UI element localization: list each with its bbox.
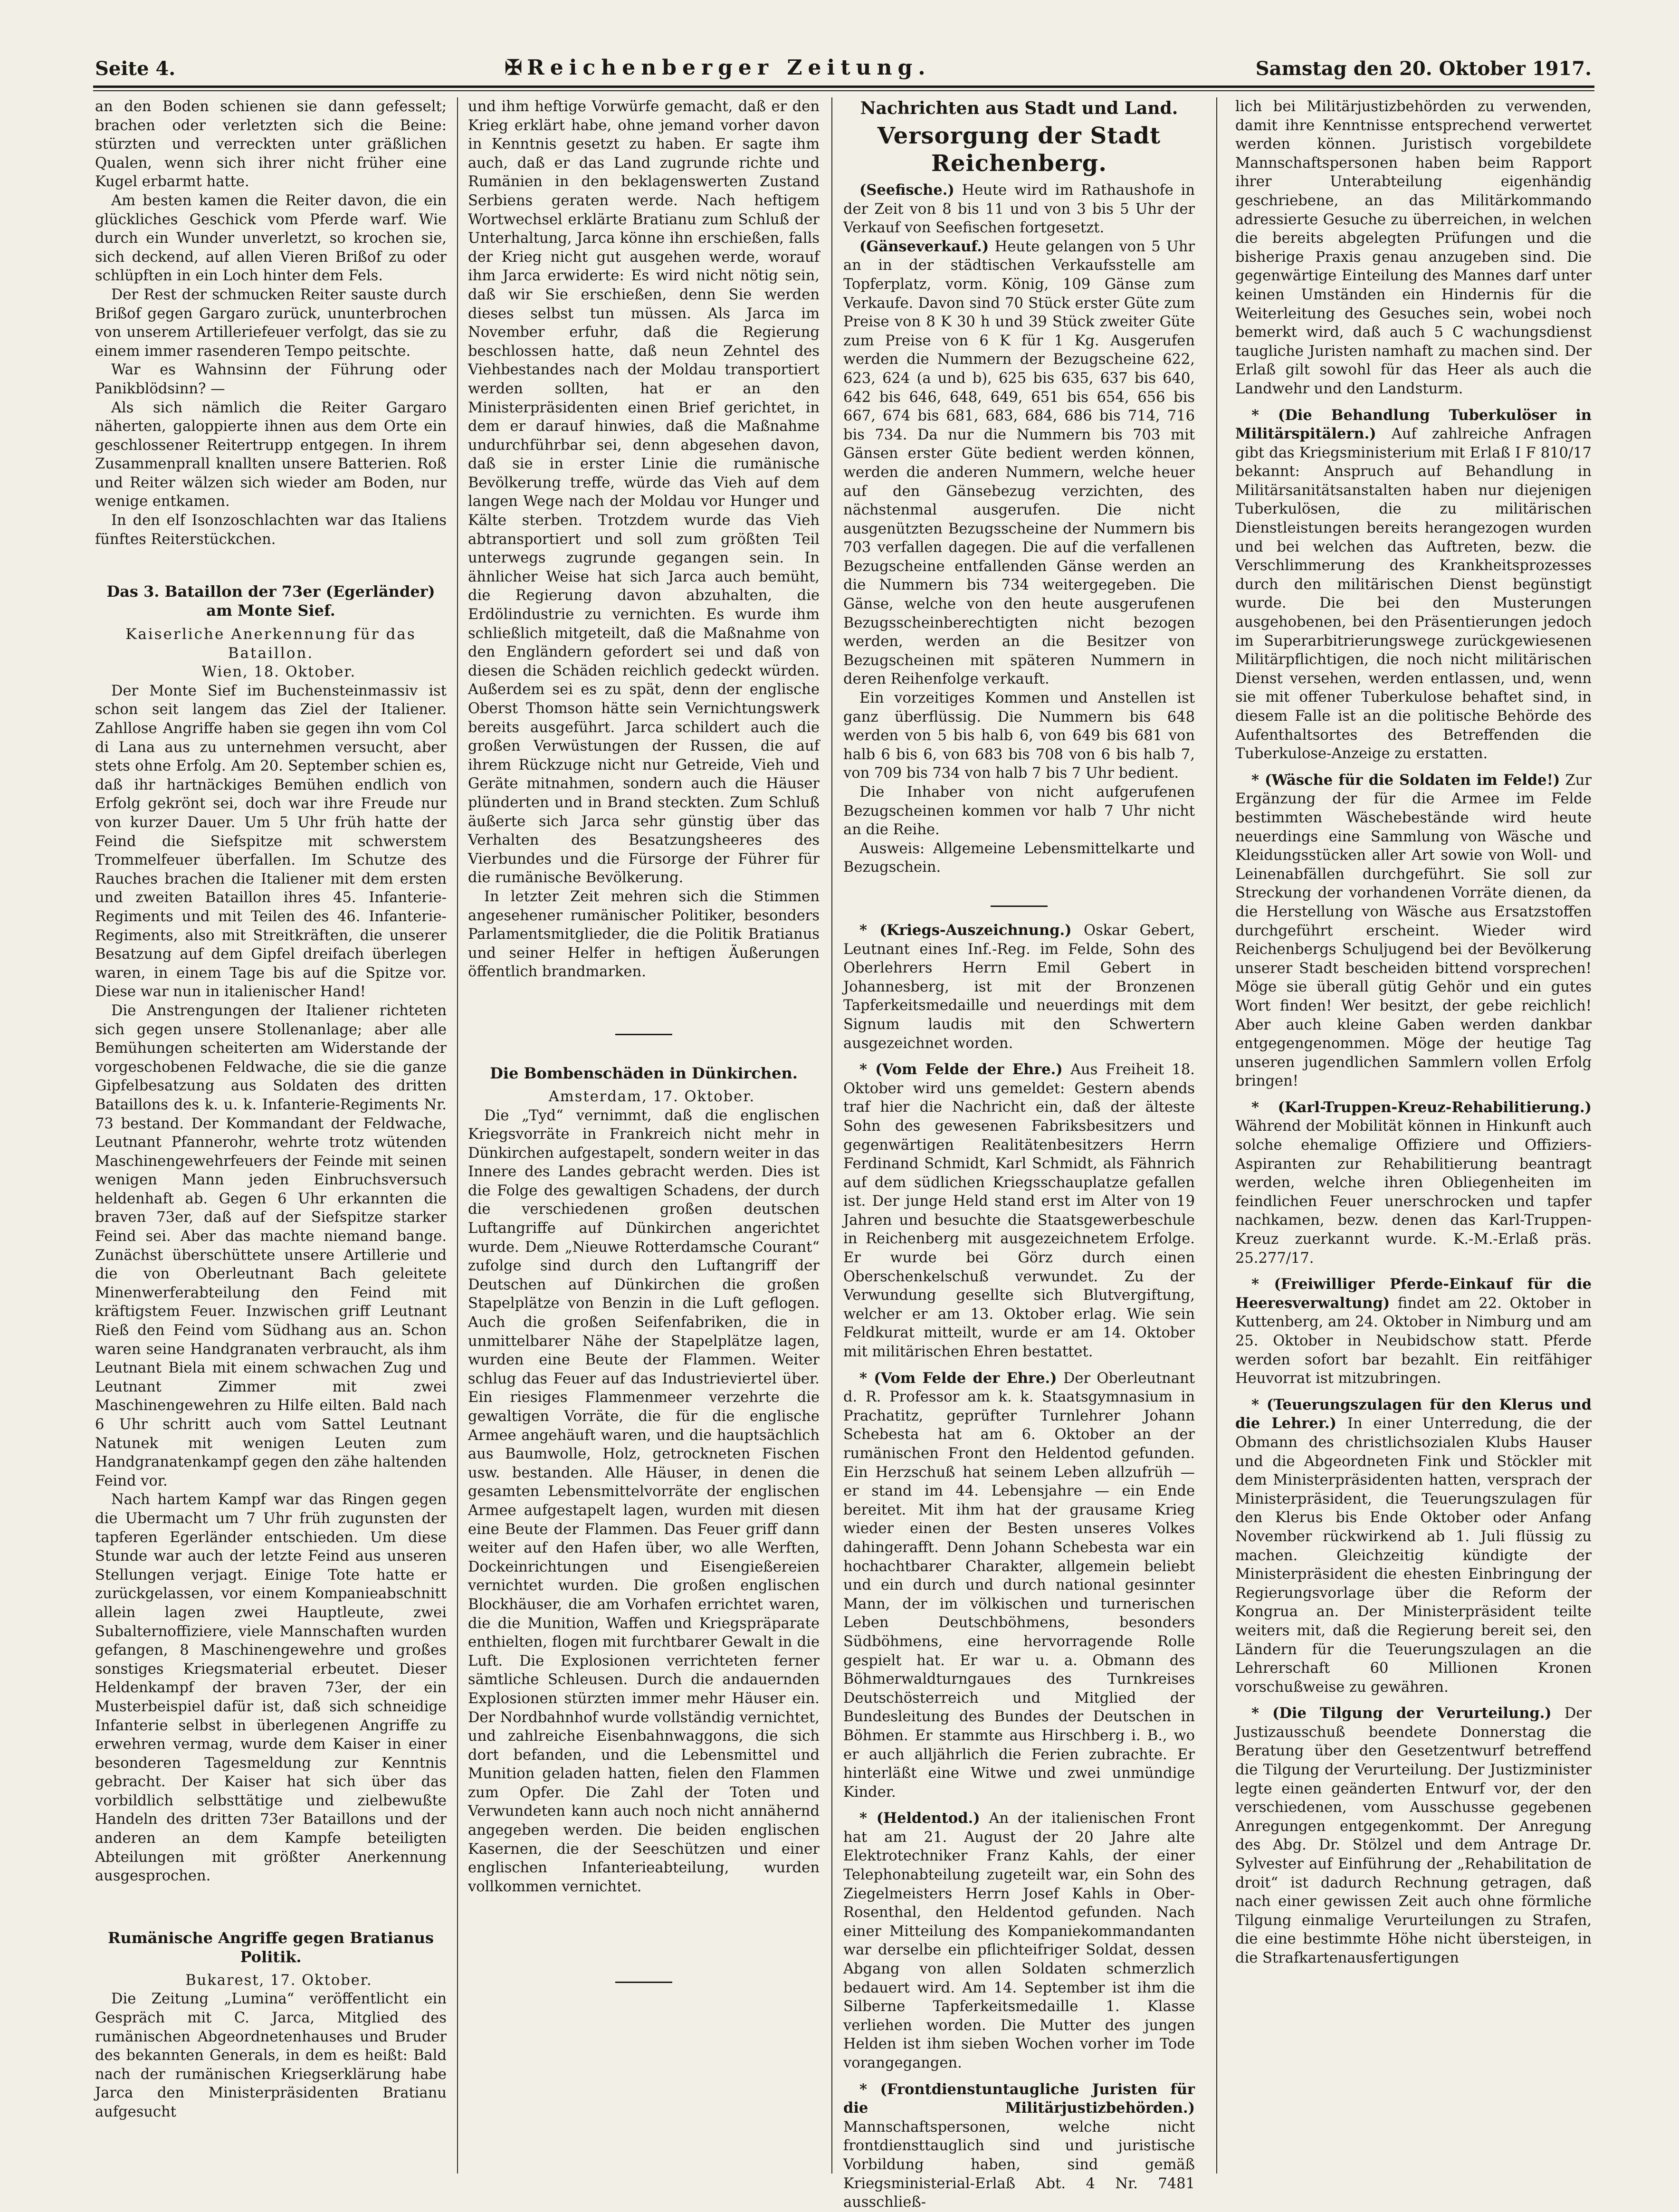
column-1: [95, 97, 447, 2178]
paragraph: Als sich nämlich die Reiter Gargaro näherten, galoppierte ihnen aus dem Orte ein geschlossener Reitertrupp entgegen. In ihrem Zusammenprall knallten unsere Batterien. Roß und Reiter wälzen sich wieder am Boden, nur wenige entkamen.: [95, 399, 447, 510]
separator-rule: [991, 906, 1048, 907]
paragraph: Die „Tyd“ vernimmt, daß die englischen Kriegsvorräte in Frankreich nicht mehr in Dünkirchen aufgestapelt, sondern weiter in das Innere des Landes gebracht werden. Dies ist die Folge des gewaltigen Schadens, der durch die verschiedenen großen deutschen Luftangriffe auf Dünkirchen angerichtet wurde. Dem „Nieuwe Rotterdamsche Courant“ zufolge sind durch den Luftangriff der Deutschen auf Dünkirchen die großen Stapelplätze von Benzin in die Luft geflogen. Auch die großen Seifenfabriken, die in unmittelbarer Nähe der Stapelplätze lagen, wurden eine Beute der Flammen. Weiter schlug das Feuer auf das Industrieviertel über. Ein riesiges Flammenmeer verzehrte die gewaltigen Vorräte, die für die englische Armee angehäuft waren, und die hauptsächlich aus Baumwolle, Holz, getrockneten Fischen usw. bestanden. Alle Häuser, in denen die gesamten Lebensmittelvorräte der englischen Armee aufgestapelt lagen, wurden mit diesen eine Beute der Flammen. Das Feuer griff dann weiter auf den Hafen über, wo alle Werften, Dockeinrichtungen und Eisengießereien vernichtet wurden. Die großen englischen Blockhäuser, die am Vorhafen errichtet waren, die die Munition, Waffen und Kriegspräparate enthielten, flogen mit furchtbarer Gewalt in die Luft. Die Explosionen verrichteten ferner sämtliche Schleusen. Durch die andauernden Explosionen stürzten immer mehr Häuser ein. Der Nordbahnhof wurde vollständig vernichtet, und zahlreiche Eisenbahnwaggons, die sich dort befanden, und die Lebensmittel und Munition geladen hatten, fielen den Flammen zum Opfer. Die Zahl der Toten und Verwundeten kann auch noch nicht annähernd angegeben werden. Die beiden englischen Kasernen, die der Seeschützen und einer englischen Infanterieabteilung, wurden vollkommen vernichtet.: [468, 1107, 820, 1895]
item-lead: * (Teuerungszulagen für den Klerus und die Lehrer.): [1235, 1396, 1592, 1432]
item-text: Heute gelangen von 5 Uhr an in der städtischen Verkaufsstelle am Topferplatz, vorm. König, 109 Gänse zum Verkaufe. Davon sind 70 Stück erster Güte zum Preise von 8 K 30 h und 39 Stück zweiter Güte zum Preise von 6 K für 1 Kg. Ausgerufen werden die Nummern der Bezugscheine 622, 623, 624 (a und b), 625 bis 635, 637 bis 640, 642 bis 646, 648, 649, 651 bis 654, 656 bis 667, 674 bis 681, 683, 684, 686 bis 714, 716 bis 734. Da nur die Nummern bis 703 mit Gänsen erster Güte bedient werden können, werden die anderen Nummern, welche heuer auf den Gänsebezug verzichten, des nächstenmal ausgerufen. Die nicht ausgenützten Bezugsscheine der Nummern bis 703 verfallen dagegen. Die auf die verfallenen Bezugscheine entfallenden Gänse werden an die Nummern bis 734 weitergegeben. Die Gänse, welche von den heute ausgerufenen Bezugsscheinberechtigten nicht bezogen werden, werden an die Besitzer von Bezugscheinen mit späteren Nummern in deren Reihenfolge verkauft.: [843, 238, 1195, 688]
item-text: Der Justizausschuß beendete Donnerstag die Beratung über den Gesetzentwurf betreffend die Tilgung der Verurteilung. Der Justizminister legte einen geänderten Entwurf vor, der den verschiedenen, vom Ausschusse gegebenen Anregungen entgegenkommt. Der Anregung des Abg. Dr. Stölzel und dem Antrage Dr. Sylvester auf Einführung der „Rehabilitation de droit“ ist dadurch Rechnung getragen, daß nach einer gewissen Zeit auch ohne förmliche Tilgung einmalige Verurteilungen zu Strafen, die eine bestimmte Höhe nicht übersteigen, in die Strafkartenausfertigungen: [1235, 1705, 1592, 1966]
item-lead: (Gänseverkauf.): [859, 238, 989, 255]
column-4: [1235, 97, 1592, 2178]
dateline: Amsterdam, 17. Oktober.: [548, 1088, 755, 1105]
paragraph: Der Monte Sief im Buchensteinmassiv ist schon seit langem das Ziel der Italiener. Zahllose Angriffe haben sie gegen ihn vom Col di Lana aus zu unternehmen versucht, aber stets ohne Erfolg. Am 20. September schien es, daß ihr hartnäckiges Bemühen endlich von Erfolg gekrönt sei, doch war ihre Freude nur von kurzer Dauer. Um 5 Uhr früh hatte der Feind die Siefspitze mit schwerstem Trommelfeuer überfallen. Im Schutze des Rauches brachen die Italiener mit dem ersten und zweiten Bataillon ihres 45. Infanterie-Regiments und mit Teilen des 46. Infanterie-Regiments, also mit Streitkräften, die unserer Besatzung auf dem Gipfel dreifach überlegen waren, in einem Tage bis auf die Spitze vor. Diese war nun in italienischer Hand!: [95, 682, 447, 1001]
item-text: Auf zahlreiche Anfragen gibt das Kriegsministerium mit Erlaß I F 810/17 bekannt: Anspruch auf Behandlung in Militärsanitätsanstalten haben nur diejenigen Tuberkulösen, die zu militärischen Dienstleistungen bereits herangezogen wurden und bei welchen das Auftreten, bezw. die Verschlimmerung des Krankheitsprozesses durch den militärischen Dienst begünstigt wurde. Die bei den Musterungen ausgehobenen, bei den Präsentierungen jedoch im Superarbitrierungswege zurückgewiesenen Militärpflichtigen, die noch nicht militärischen Dienst versehen, werden entlassen, und, wenn sie mit offener Tuberkulose behaftet sind, in diesem Falle ist an die politische Behörde des Aufenthaltsortes des Betreffenden die Tuberkulose-Anzeige zu erstatten.: [1235, 426, 1592, 763]
item-lead: * (Vom Felde der Ehre.): [859, 1061, 1063, 1078]
header-rule-thin: [93, 90, 1594, 91]
paragraph: War es Wahnsinn der Führung oder Panikblödsinn? —: [95, 362, 447, 397]
item-lead: * (Die Tilgung der Verurteilung.): [1251, 1705, 1552, 1722]
section-title: Nachrichten aus Stadt und Land.: [860, 98, 1178, 118]
article-headline: Rumänische Angriffe gegen Bratianus Politik.: [107, 1928, 434, 1966]
item-text: Heute wird im Rathaushofe in der Zeit von 8 bis 11 und von 3 bis 5 Uhr der Verkauf von Seefischen fortgesetzt.: [843, 182, 1195, 237]
item-lead: (Seefische.): [859, 181, 954, 199]
column-divider: [831, 97, 832, 2174]
article-subheadline: Kaiserliche Anerkennung für das Bataillon.: [125, 626, 416, 662]
paragraph: Die Inhaber von nicht aufgerufenen Bezugscheinen kommen vor halb 7 Uhr nicht an die Reihe.: [843, 784, 1195, 839]
dateline: Bukarest, 17. Oktober.: [185, 1972, 372, 1989]
item-text: Der Oberleutnant d. R. Professor am k. k. Staatsgymnasium in Prachatitz, geprüfter Turnlehrer Johann Schebesta hat am 6. Oktober an der rumänischen Front den Heldentod gefunden. Ein Herzschuß hat seinem Leben allzufrüh — er stand im 44. Lebensjahre — ein Ende bereitet. Mit ihm hat der grausame Krieg wieder einen der Besten unseres Volkes dahingerafft. Denn Johann Schebesta war ein hochachtbarer Charakter, allgemein beliebt und ein durch und durch national gesinnter Mann, der im völkischen und turnerischen Leben Deutschböhmens, besonders Südböhmens, eine hervorragende Rolle gespielt hat. Er war u. a. Obmann des Böhmerwaldturngaues des Turnkreises Deutschösterreich und Mitglied der Bundesleitung des Bundes der Deutschen in Böhmen. Er stammte aus Hirschberg i. B., wo er auch alljährlich die Ferien zubrachte. Er hinterläßt eine Witwe und zwei unmündige Kinder.: [843, 1370, 1195, 1801]
item-text: Während der Mobilität können in Hinkunft auch solche ehemalige Offiziere und Offiziers-Aspiranten zur Rehabilitierung beantragt werden, welche ihren Obliegenheiten im feindlichen Feuer unerschrocken und tapfer nachkamen, bezw. denen das Karl-Truppen-Kreuz zuerkannt wurde. K.-M.-Erlaß präs. 25.277/17.: [1235, 1118, 1592, 1267]
paragraph: an den Boden schienen sie dann gefesselt; brachen oder verletzten sich die Beine: stürzten und verreckten unter gräßlichen Qualen, wenn sich ihrer nicht früher eine Kugel erbarmt hatte.: [95, 98, 447, 191]
header-rule: [93, 86, 1594, 88]
paragraph: lich bei Militärjustizbehörden zu verwenden, damit ihre Kenntnisse entsprechend verwertet werden können. Juristisch vorgebildete Mannschaftspersonen haben beim Rapport ihrer Unterabteilung eigenhändig geschriebene, an das Militärkommando adressierte Gesuche zu überreichen, in welchen die bereits abgelegten Prüfungen und die bisherige Praxis genau anzugeben sind. Die gegenwärtige Einteilung des Mannes darf unter keinen Umständen ein Hindernis für die Weiterleitung des Gesuches sein, wobei noch bemerkt wird, daß auch 5 C wachungsdienst taugliche Juristen namhaft zu machen sind. Der Erlaß gilt sowohl für das Heer als auch die Landwehr und den Landsturm.: [1235, 98, 1592, 397]
column-divider: [457, 97, 458, 2174]
item-lead: * (Die Behandlung Tuberkulöser in Militärspitälern.): [1235, 406, 1592, 443]
item-text: In einer Unterredung, die der Obmann des christlichsozialen Klubs Hauser und die Abgeordneten Fink und Stöckler mit dem Ministerpräsidenten hatten, versprach der Ministerpräsident, die Teuerungszulagen für den Klerus bis Ende Oktober oder Anfang November rückwirkend ab 1. Juli flüssig zu machen. Gleichzeitig kündigte der Ministerpräsident die ehesten Einbringung der Regierungsvorlage über die Reform der Kongrua an. Der Ministerpräsident teilte weiters mit, daß die Regierung bereit sei, den Ländern für die Teuerungszulagen an die Lehrerschaft 60 Millionen Kronen vorschußweise zu gewähren.: [1235, 1415, 1592, 1696]
item-lead: * (Frontdienstuntaugliche Juristen für die Militärjustizbehörden.): [843, 2080, 1195, 2117]
item-lead: * (Karl-Truppen-Kreuz-Rehabilitierung.): [1251, 1098, 1592, 1116]
page-number: Seite 4.: [95, 57, 176, 80]
masthead-title: Reichenberger Zeitung.: [527, 56, 931, 80]
paragraph: Die Anstrengungen der Italiener richteten sich gegen unsere Stollenanlage; aber alle Bemühungen scheiterten am Widerstande der vorgeschobenen Feldwache, die sie die ganze Gipfelbesatzung aus Soldaten des dritten Bataillons des k. u. k. Infanterie-Regiments Nr. 73 bestand. Der Kommandant der Feldwache, Leutnant Pfannerohr, wehrte trotz wütenden Maschinengewehrfeuers der Feinde mit seinen wenigen Mann jeden Einbruchsversuch heldenhaft ab. Gegen 6 Uhr erkannten die braven 73er, daß auf der Siefspitze starker Feind sei. Aber das machte niemand bange. Zunächst überschüttete unsere Artillerie und die von Oberleutnant Bach geleitete Minenwerferabteilung den Feind mit kräftigstem Feuer. Inzwischen griff Leutnant Rieß den Feind vom Südhang aus an. Schon waren seine Handgranaten verbraucht, als ihm Leutnant Biela mit einem schwachen Zug und Leutnant Zimmer mit zwei Maschinengewehren zu Hilfe eilten. Bald nach 6 Uhr schritt auch vom Sattel Leutnant Natunek mit wenigen Leuten zum Handgranatenkampf gegen den zähe haltenden Feind vor.: [95, 1002, 447, 1489]
paragraph: Der Rest der schmucken Reiter sauste durch Brißof gegen Gargaro zurück, ununterbrochen von unserem Artilleriefeuer verfolgt, das sie zu einem immer rasenderen Tempo peitschte.: [95, 286, 447, 360]
page-header: [95, 46, 1592, 80]
item-text: findet am 22. Oktober in Kuttenberg, am 24. Oktober in Nimburg und am 25. Oktober in Neubidschow statt. Pferde werden sofort bar bezahlt. Ein reitfähiger Heuvorrat ist mitzubringen.: [1235, 1295, 1592, 1387]
masthead: [500, 56, 931, 80]
paragraph: Nach hartem Kampf war das Ringen gegen die Ubermacht um 7 Uhr früh zugunsten der tapferen Egerländer entschieden. Um diese Stunde war auch der letzte Feind aus unseren Stellungen verjagt. Einige Tote hatte er zurückgelassen, vor einem Kompanieabschnitt allein lagen zwei Hauptleute, zwei Subalternoffiziere, viele Mannschaften wurden gefangen, 8 Maschinengewehre und großes sonstiges Kriegsmaterial erbeutet. Dieser Heldenkampf der braven 73er, der ein Musterbeispiel dafür ist, daß sich schneidige Infanterie selbst in überlegenen Angriffe zu erwehren vermag, wurde dem Kaiser in einer besonderen Tagesmeldung zur Kenntnis gebracht. Der Kaiser hat sich über das vorbildlich selbsttätige und zielbewußte Handeln des dritten 73er Bataillons und der anderen an dem Kampfe beteiligten Abteilungen mit größter Anerkennung ausgesprochen.: [95, 1491, 447, 1885]
paragraph: Ein vorzeitiges Kommen und Anstellen ist ganz überflüssig. Die Nummern bis 648 werden von 5 bis halb 6, von 649 bis 681 von halb 6 bis 6, von 683 bis 708 von 6 bis halb 7, von 709 bis 734 von halb 7 bis 7 Uhr bedient.: [843, 690, 1195, 782]
item-text: Mannschaftspersonen, welche nicht frontdiensttauglich sind und juristische Vorbildung haben, sind gemäß Kriegsministerial-Erlaß Abt. 4 Nr. 7481 ausschließ-: [843, 2118, 1195, 2211]
paragraph: Die Zeitung „Lumina“ veröffentlicht ein Gespräch mit C. Jarca, Mitglied des rumänischen Abgeordnetenhauses und Bruder des bekannten Generals, in dem es heißt: Bald nach der rumänischen Kriegserklärung habe Jarca den Ministerpräsidenten Bratianu aufgesucht: [95, 1991, 447, 2120]
paragraph: Ausweis: Allgemeine Lebensmittelkarte und Bezugschein.: [843, 840, 1195, 876]
paragraph: In den elf Isonzoschlachten war das Italiens fünftes Reiterstückchen.: [95, 512, 447, 548]
item-text: Oskar Gebert, Leutnant eines Inf.-Reg. im Felde, Sohn des Oberlehrers Herrn Emil Gebert in Johannesberg, ist mit der Bronzenen Tapferkeitsmedaille und neuerdings mit dem Signum laudis mit den Schwertern ausgezeichnet worden.: [843, 922, 1195, 1052]
separator-rule: [615, 1034, 672, 1035]
dateline: Wien, 18. Oktober.: [201, 664, 356, 681]
item-text: Aus Freiheit 18. Oktober wird uns gemeldet: Gestern abends traf hier die Nachricht ein, daß der älteste Sohn des gewesenen Fabriksbesitzers und gegenwärtigen Realitätenbesitzers Herrn Ferdinand Schmidt, Karl Schmidt, als Fähnrich auf dem südlichen Kriegsschauplatze gefallen ist. Der junge Held stand erst im Alter von 19 Jahren und besuchte die Staatsgewerbeschule in Reichenberg mit ausgezeichnetem Erfolge. Er wurde bei Görz durch einen Oberschenkelschuß verwundet. Zu der Verwundung gesellte sich Blutvergiftung, welcher er am 13. Oktober erlag. Wie sein Feldkurat mitteilt, wurde er am 14. Oktober mit militärischen Ehren bestattet.: [843, 1061, 1195, 1361]
paragraph: In letzter Zeit mehren sich die Stimmen angesehener rumänischer Politiker, besonders Parlamentsmitglieder, die die Politik Bratianus und seiner Helfer in heftigen Äußerungen öffentlich brandmarken.: [468, 888, 820, 981]
item-lead: * (Wäsche für die Soldaten im Felde!): [1251, 771, 1560, 789]
item-lead: * (Freiwilliger Pferde-Einkauf für die Heeresverwaltung): [1235, 1276, 1592, 1312]
paragraph: und ihm heftige Vorwürfe gemacht, daß er den Krieg erklärt habe, ohne jemand vorher davon in Kenntnis gesetzt zu haben. Er sagte ihm auch, daß er das Land zugrunde richte und Rumänien in den beklagenswerten Zustand Serbiens geraten werde. Nach heftigem Wortwechsel erklärte Bratianu zum Schluß der Unterhaltung, Jarca könne ihn erschießen, falls der Krieg nicht gut ausgehen werde, worauf ihm Jarca erwiderte: Es wird nicht nötig sein, daß wir Sie erschießen, denn Sie werden dieses selbst tun müssen. Als Jarca im November erfuhr, daß die Regierung beschlossen hatte, daß neun Zehntel des Viehbestandes nach der Moldau transportiert werden sollten, hat er an den Ministerpräsidenten einen Brief gerichtet, in dem er darauf hinwies, daß die Maßnahme undurchführbar sei, denn abgesehen davon, daß sie in erster Linie die rumänische Bevölkerung treffe, würde das Vieh auf dem langen Wege nach der Moldau vor Hunger und Kälte sterben. Trotzdem wurde das Vieh abtransportiert und soll zum größten Teil unterwegs zugrunde gegangen sein. In ähnlicher Weise hat sich Jarca auch bemüht, die Regierung davon abzuhalten, die Erdölindustrie zu vernichten. Es wurde ihm schließlich mitgeteilt, daß die Maßnahme von den Engländern gefordert sei und daß von diesen die Schäden reichlich gedeckt würden. Außerdem sei es zu spät, denn der englische Oberst Thomson hätte sein Vernichtungswerk bereits ausgeführt. Jarca schildert auch die großen Verwüstungen der Russen, die auf ihrem Rückzuge nicht nur Getreide, Vieh und Geräte mitnahmen, sondern auch die Häuser plünderten und in Brand steckten. Zum Schluß äußerte sich Jarca sehr günstig über das Verhalten des Besatzungsheeres des Vierbundes und die Fürsorge der Führer für die rumänische Bevölkerung.: [468, 98, 820, 887]
column-2: [468, 97, 820, 2178]
article-headline: Versorgung der Stadt Reichenberg.: [877, 123, 1161, 177]
item-lead: * (Heldentod.): [859, 1810, 980, 1827]
item-lead: * (Vom Felde der Ehre.): [859, 1369, 1057, 1387]
issue-date: Samstag den 20. Oktober 1917.: [1255, 57, 1592, 80]
article-headline: Die Bombenschäden in Dünkirchen.: [490, 1064, 798, 1082]
paragraph: Am besten kamen die Reiter davon, die ein glückliches Geschick vom Pferde warf. Wie durch ein Wunder unverletzt, so krochen sie, sich deckend, auf allen Vieren Brißof zu oder schlüpften in ein Loch hinter dem Fels.: [95, 192, 447, 285]
item-lead: * (Kriegs-Auszeichnung.): [859, 921, 1072, 939]
article-headline: Das 3. Bataillon der 73er (Egerländer) am Monte Sief.: [106, 582, 435, 620]
column-3: [843, 97, 1195, 2211]
separator-rule: [615, 1982, 672, 1983]
column-divider: [1216, 97, 1217, 2174]
masthead-ornament-icon: ✠: [505, 56, 523, 80]
item-text: An der italienischen Front hat am 21. August der 20 Jahre alte Elektrotechniker Franz Kahls, der einer Telephonabteilung zugeteilt war, ein Sohn des Ziegelmeisters Herrn Josef Kahls in Ober-Rosenthal, den Heldentod gefunden. Nach einer Mitteilung des Kompaniekommandanten war derselbe ein pflichteifriger Soldat, dessen Abgang von allen Soldaten schmerzlich bedauert wird. Am 14. September ist ihm die Silberne Tapferkeitsmedaille 1. Klasse verliehen worden. Die Mutter des jungen Helden ist ihm sieben Wochen vorher im Tode vorangegangen.: [843, 1810, 1195, 2071]
item-text: Zur Ergänzung der für die Armee im Felde bestimmten Wäschebestände wird heute neuerdings eine Sammlung von Wäsche und Kleidungsstücken aller Art sowie von Woll- und Leinenabfällen durchgeführt. Sie soll zur Streckung der vorhandenen Vorräte dienen, da die Herstellung von Wäsche aus Ersatzstoffen durchgeführt erscheint. Wieder wird Reichenbergs Schuljugend bei der Bevölkerung unserer Stadt bescheiden bittend vorsprechen! Möge sie überall gütig Gehör und ein gutes Wort finden! Wer besitzt, der gebe reichlich! Aber auch kleine Gaben werden dankbar entgegengenommen. Möge der heutige Tag unseren jugendlichen Sammlern vollen Erfolg bringen!: [1235, 772, 1592, 1090]
